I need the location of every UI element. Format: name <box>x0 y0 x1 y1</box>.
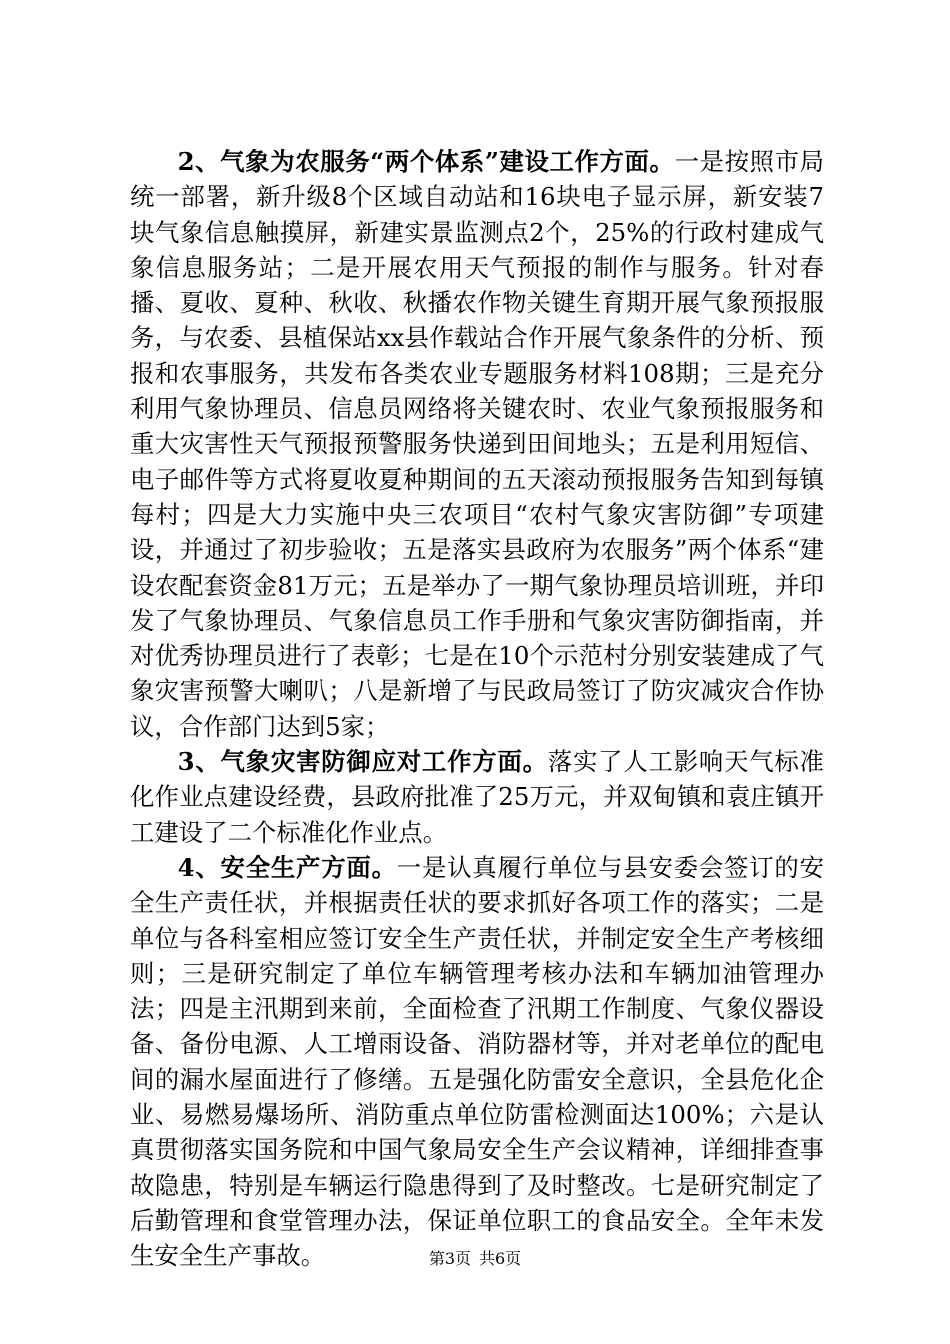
paragraph-heading: 4、安全生产方面。 <box>177 852 397 882</box>
paragraph-text: 一是按照市局统一部署，新升级8个区域自动站和16块电子显示屏，新安装7块气象信息触摸屏，新建实景监测点2个，25%的行政村建成气象信息服务站；二是开展农用天气预报的制作与服务。针对春播、夏收、夏种、秋收、秋播农作物关键生育期开展气象预报服务，与农委、县植保站xx县作载站合作开展气象条件的分析、预报和农事服务，共发布各类农业专题服务材料108期；三是充分利用气象协理员、信息员网络将关键农时、农业气象预报服务和重大灾害性天气预报预警服务快递到田间地头；五是利用短信、电子邮件等方式将夏收夏种期间的五天滚动预报服务告知到每镇每村；四是大力实施中央三农项目“农村气象灾害防御”专项建设，并通过了初步验收；五是落实县政府为农服务”两个体系“建设农配套资金81万元；五是举办了一期气象协理员培训班，并印发了气象协理员、气象信息员工作手册和气象灾害防御指南，并对优秀协理员进行了表彰；七是在10个示范村分别安装建成了气象灾害预警大喇叭；八是新增了与民政局签订了防灾减灾合作协议，合作部门达到5家； <box>130 147 824 741</box>
paragraph-disaster-prevention <box>130 744 824 850</box>
paragraph-text: 一是认真履行单位与县安委会签订的安全生产责任状，并根据责任状的要求抓好各项工作的落实；二是单位与各科室相应签订安全生产责任状，并制定安全生产考核细则；三是研究制定了单位车辆管理考核办法和车辆加油管理办法；四是主汛期到来前，全面检查了汛期工作制度、气象仪器设备、备份电源、人工增雨设备、消防器材等，并对老单位的配电间的漏水屋面进行了修缮。五是强化防雷安全意识，全县危化企业、易燃易爆场所、消防重点单位防雷检测面达100%；六是认真贯彻落实国务院和中国气象局安全生产会议精神，详细排查事故隐患，特别是车辆运行隐患得到了及时整改。七是研究制定了后勤管理和食堂管理办法，保证单位职工的食品安全。全年未发生安全生产事故。 <box>130 852 824 1271</box>
paragraph-heading: 3、气象灾害防御应对工作方面。 <box>177 747 548 777</box>
page-total: 共6页 <box>479 1249 522 1268</box>
page-number: 第3页 <box>428 1249 471 1268</box>
page-footer <box>0 1249 950 1269</box>
paragraph-text: 落实了人工影响天气标准化作业点建设经费，县政府批准了25万元，并双甸镇和袁庄镇开工建设了二个标准化作业点。 <box>130 747 824 847</box>
paragraph-heading: 2、气象为农服务“两个体系”建设工作方面。 <box>177 147 675 176</box>
paragraph-production-safety <box>130 850 824 1274</box>
document-body <box>130 144 824 1274</box>
paragraph-weather-for-agriculture <box>130 144 824 744</box>
